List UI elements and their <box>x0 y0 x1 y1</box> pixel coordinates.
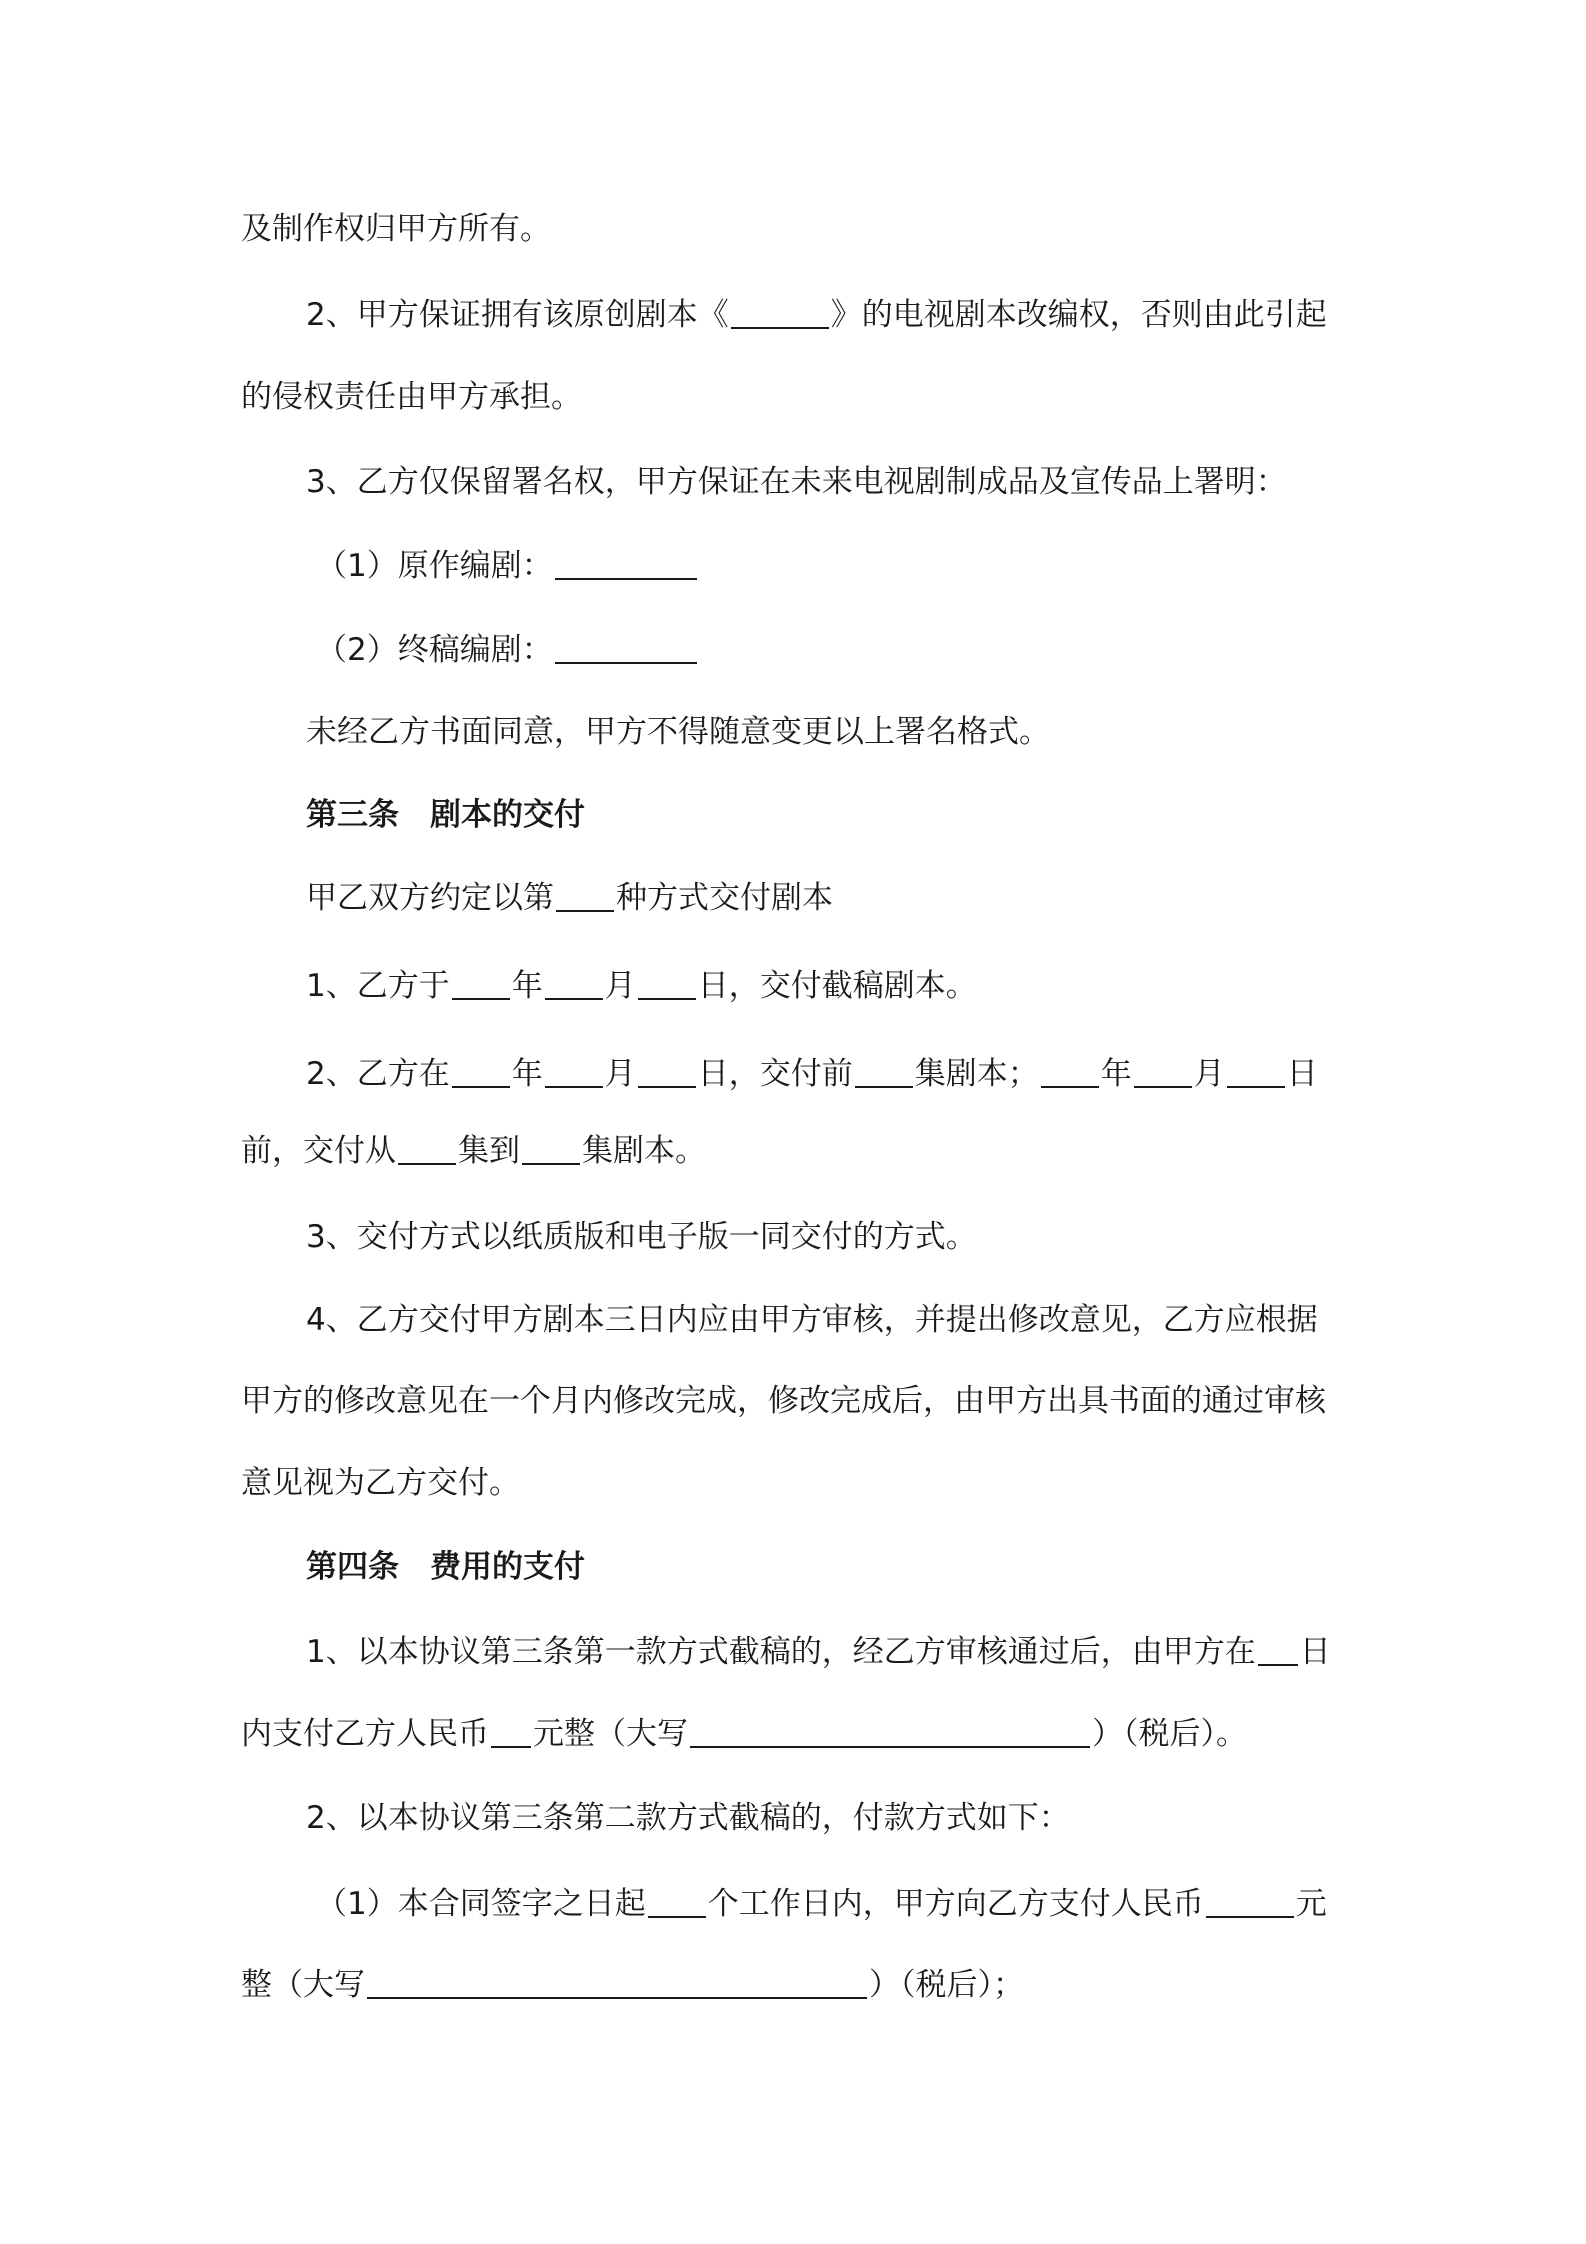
blank-underline <box>1258 1663 1298 1666</box>
blank-underline <box>522 1162 580 1165</box>
paragraph-line: 4、乙方交付甲方剧本三日内应由甲方审核，并提出修改意见，乙方应根据 <box>306 1302 1318 1338</box>
paragraph-line: 1、乙方于 年 月 日，交付截稿剧本。 <box>306 968 977 1004</box>
blank-underline <box>855 1085 913 1088</box>
blank-underline <box>1041 1085 1099 1088</box>
paragraph-line: （1）原作编剧： <box>316 546 699 586</box>
blank-underline <box>638 1085 696 1088</box>
paragraph-line: 甲方的修改意见在一个月内修改完成，修改完成后，由甲方出具书面的通过审核 <box>241 1383 1326 1419</box>
blank-underline <box>1134 1085 1192 1088</box>
blank-underline <box>452 1085 510 1088</box>
blank-underline <box>545 1085 603 1088</box>
blank-underline <box>545 997 603 1000</box>
paragraph-line: 2、乙方在 年 月 日，交付前 集剧本； 年 月 日 <box>306 1056 1318 1092</box>
section-heading: 第四条 费用的支付 <box>306 1549 585 1585</box>
blank-underline <box>367 1996 867 1999</box>
blank-underline <box>690 1745 1090 1748</box>
blank-underline <box>1227 1085 1285 1088</box>
blank-underline <box>556 909 614 912</box>
paragraph-line: 的侵权责任由甲方承担。 <box>241 379 582 415</box>
blank-underline <box>638 997 696 1000</box>
blank-underline <box>648 1915 706 1918</box>
blank-underline <box>731 326 829 329</box>
paragraph-line: 内支付乙方人民币 元整（大写 ）（税后）。 <box>241 1716 1247 1752</box>
paragraph-line: 3、交付方式以纸质版和电子版一同交付的方式。 <box>306 1219 977 1255</box>
blank-underline <box>491 1745 531 1748</box>
paragraph-line: 未经乙方书面同意，甲方不得随意变更以上署名格式。 <box>306 714 1050 750</box>
paragraph-line: 前，交付从 集到 集剧本。 <box>241 1133 706 1169</box>
blank-underline <box>398 1162 456 1165</box>
blank-underline <box>555 661 697 664</box>
paragraph-line: （2）终稿编剧： <box>316 630 699 670</box>
paragraph-line: 整（大写 ）（税后）； <box>241 1967 1024 2003</box>
paragraph-line: 1、以本协议第三条第一款方式截稿的，经乙方审核通过后，由甲方在 日 <box>306 1634 1331 1670</box>
paragraph-line: 2、以本协议第三条第二款方式截稿的，付款方式如下： <box>306 1800 1070 1836</box>
paragraph-line: 2、甲方保证拥有该原创剧本《 》的电视剧本改编权，否则由此引起 <box>306 297 1327 333</box>
paragraph-line: （1）本合同签字之日起 个工作日内，甲方向乙方支付人民币 元 <box>316 1886 1327 1922</box>
blank-underline <box>452 997 510 1000</box>
blank-underline <box>1206 1915 1294 1918</box>
paragraph-line: 3、乙方仅保留署名权，甲方保证在未来电视剧制成品及宣传品上署明： <box>306 464 1287 500</box>
paragraph-line: 意见视为乙方交付。 <box>241 1465 520 1501</box>
blank-underline <box>555 577 697 580</box>
paragraph-line: 及制作权归甲方所有。 <box>241 211 551 247</box>
section-heading: 第三条 剧本的交付 <box>306 797 585 833</box>
paragraph-line: 甲乙双方约定以第 种方式交付剧本 <box>306 880 833 916</box>
